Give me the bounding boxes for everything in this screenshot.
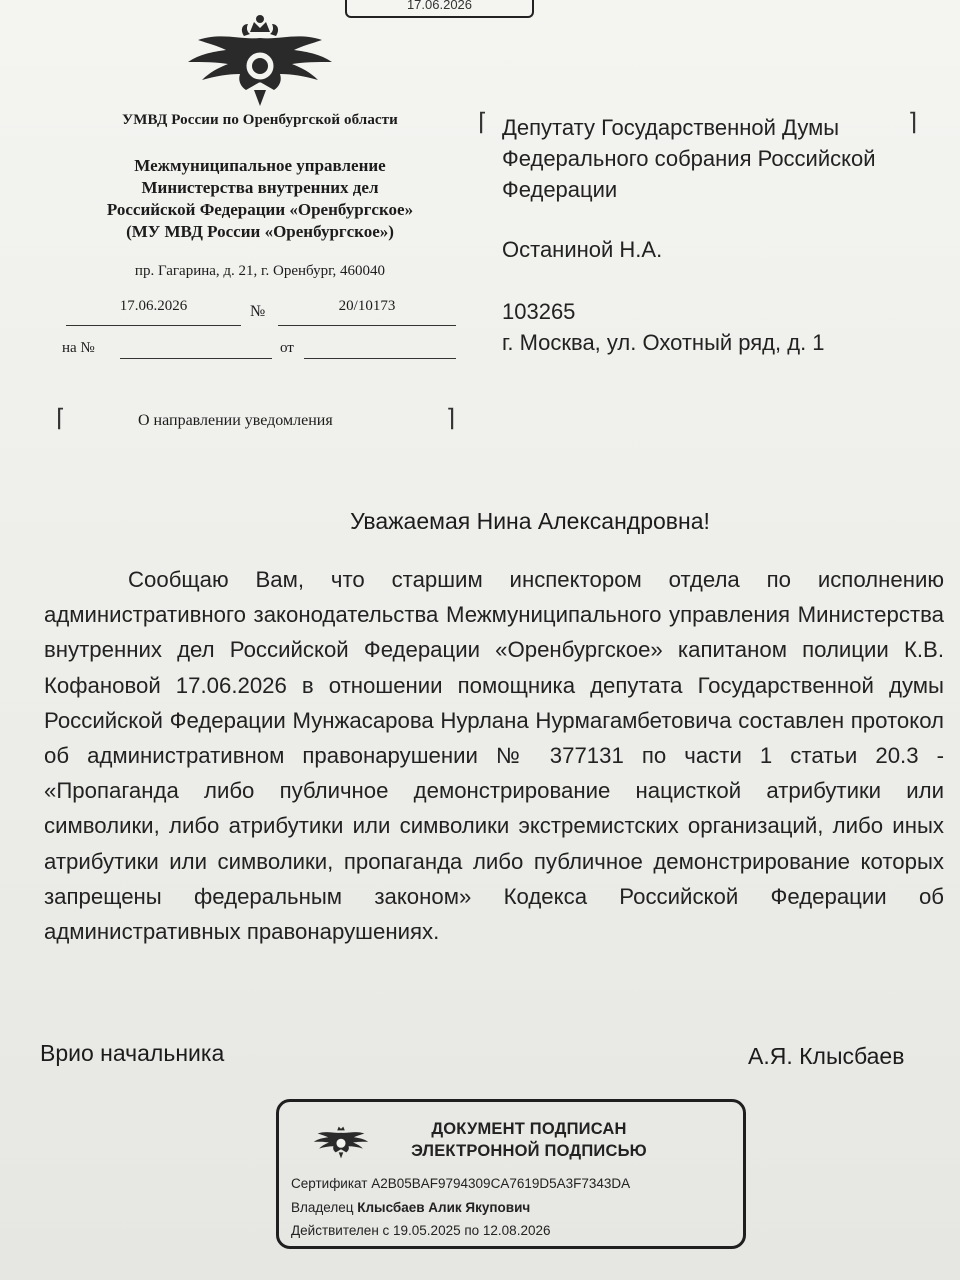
ministry-name: УМВД России по Оренбургской области bbox=[122, 112, 398, 128]
organization-name bbox=[40, 155, 480, 243]
registration-number: 20/10173 bbox=[338, 298, 396, 314]
owner-line bbox=[291, 1200, 530, 1215]
recipient-address: г. Москва, ул. Охотный ряд, д. 1 bbox=[502, 330, 825, 355]
sender-address: пр. Гагарина, д. 21, г. Оренбург, 460040 bbox=[134, 263, 386, 279]
reference-number-label: на № bbox=[62, 340, 95, 356]
number-underline bbox=[278, 325, 456, 326]
certificate-line bbox=[291, 1176, 630, 1191]
number-label: № bbox=[250, 303, 266, 320]
org-line: Министерства внутренних дел bbox=[141, 178, 379, 197]
letter-body: Сообщаю Вам, что старшим инспектором отдела по исполнению административного законодательства Межмуниципального управления Министерства внутренних дел Российской Федерации «Оренбургское» капитаном полиции К.В. Кофановой 17.06.2026 в отношении помощника депутата Государственной думы Российской Федерации Мунжасарова Нурлана Нурмагамбетовича составлен протокол об административном правонарушении № 377131 по части 1 статьи 20.3 - «Пропаганда либо публичное демонстрирование нацисткой атрибутики или символики, либо атрибутики или символики экстремистских организаций, либо иных атрибутики или символики, пропаганда либо публичное демонстрирование которых запрещены федеральным законом» Кодекса Российской Федерации об административных правонарушениях. bbox=[44, 567, 944, 945]
recipient-title-line: Депутату Государственной Думы bbox=[502, 115, 840, 140]
reference-number-line bbox=[120, 358, 272, 359]
owner-value: Клысбаев Алик Якупович bbox=[357, 1200, 531, 1215]
recipient-title-line: Федерации bbox=[502, 177, 618, 202]
owner-label: Владелец bbox=[291, 1200, 354, 1215]
certificate-value: A2B05BAF9794309CA7619D5A3F7343DA bbox=[371, 1176, 631, 1191]
reference-date-line bbox=[304, 358, 456, 359]
recipient-bracket-right: ⌉ bbox=[908, 108, 918, 136]
recipient-bracket-left: ⌈ bbox=[478, 108, 488, 136]
recipient-block bbox=[502, 112, 912, 358]
org-line: (МУ МВД России «Оренбургское») bbox=[126, 222, 394, 241]
registration-date: 17.06.2026 bbox=[119, 298, 188, 314]
signature-heading-line-2: ЭЛЕКТРОННОЙ ПОДПИСЬЮ bbox=[411, 1142, 647, 1160]
registration-row bbox=[62, 298, 462, 334]
signatory-name: А.Я. Клысбаев bbox=[748, 1043, 905, 1069]
recipient-name: Останиной Н.А. bbox=[502, 237, 663, 262]
sender-block bbox=[40, 108, 480, 280]
signature-heading bbox=[379, 1118, 679, 1162]
subject-bracket-left: ⌈ bbox=[56, 404, 66, 432]
subject-line: О направлении уведомления bbox=[138, 412, 333, 429]
double-headed-eagle-icon bbox=[307, 1116, 375, 1166]
signature-heading-line-1: ДОКУМЕНТ ПОДПИСАН bbox=[431, 1120, 627, 1138]
subject-bracket-right: ⌉ bbox=[446, 404, 456, 432]
validity-line: Действителен с 19.05.2025 по 12.08.2026 bbox=[291, 1223, 551, 1238]
electronic-signature-stamp bbox=[276, 1099, 746, 1249]
org-line: Российской Федерации «Оренбургское» bbox=[106, 200, 414, 219]
date-underline bbox=[66, 325, 241, 326]
reference-from-label: от bbox=[280, 340, 294, 356]
recipient-title-line: Федерального собрания Российской bbox=[502, 146, 876, 171]
recipient-zip: 103265 bbox=[502, 299, 576, 324]
top-date-stamp: 17.06.2026 bbox=[345, 0, 534, 18]
signatory-title: Врио начальника bbox=[40, 1040, 225, 1066]
reference-row bbox=[62, 340, 462, 364]
greeting: Уважаемая Нина Александровна! bbox=[350, 508, 710, 534]
org-line: Межмуниципальное управление bbox=[134, 156, 386, 175]
certificate-label: Сертификат bbox=[291, 1176, 368, 1191]
double-headed-eagle-icon bbox=[170, 10, 350, 110]
